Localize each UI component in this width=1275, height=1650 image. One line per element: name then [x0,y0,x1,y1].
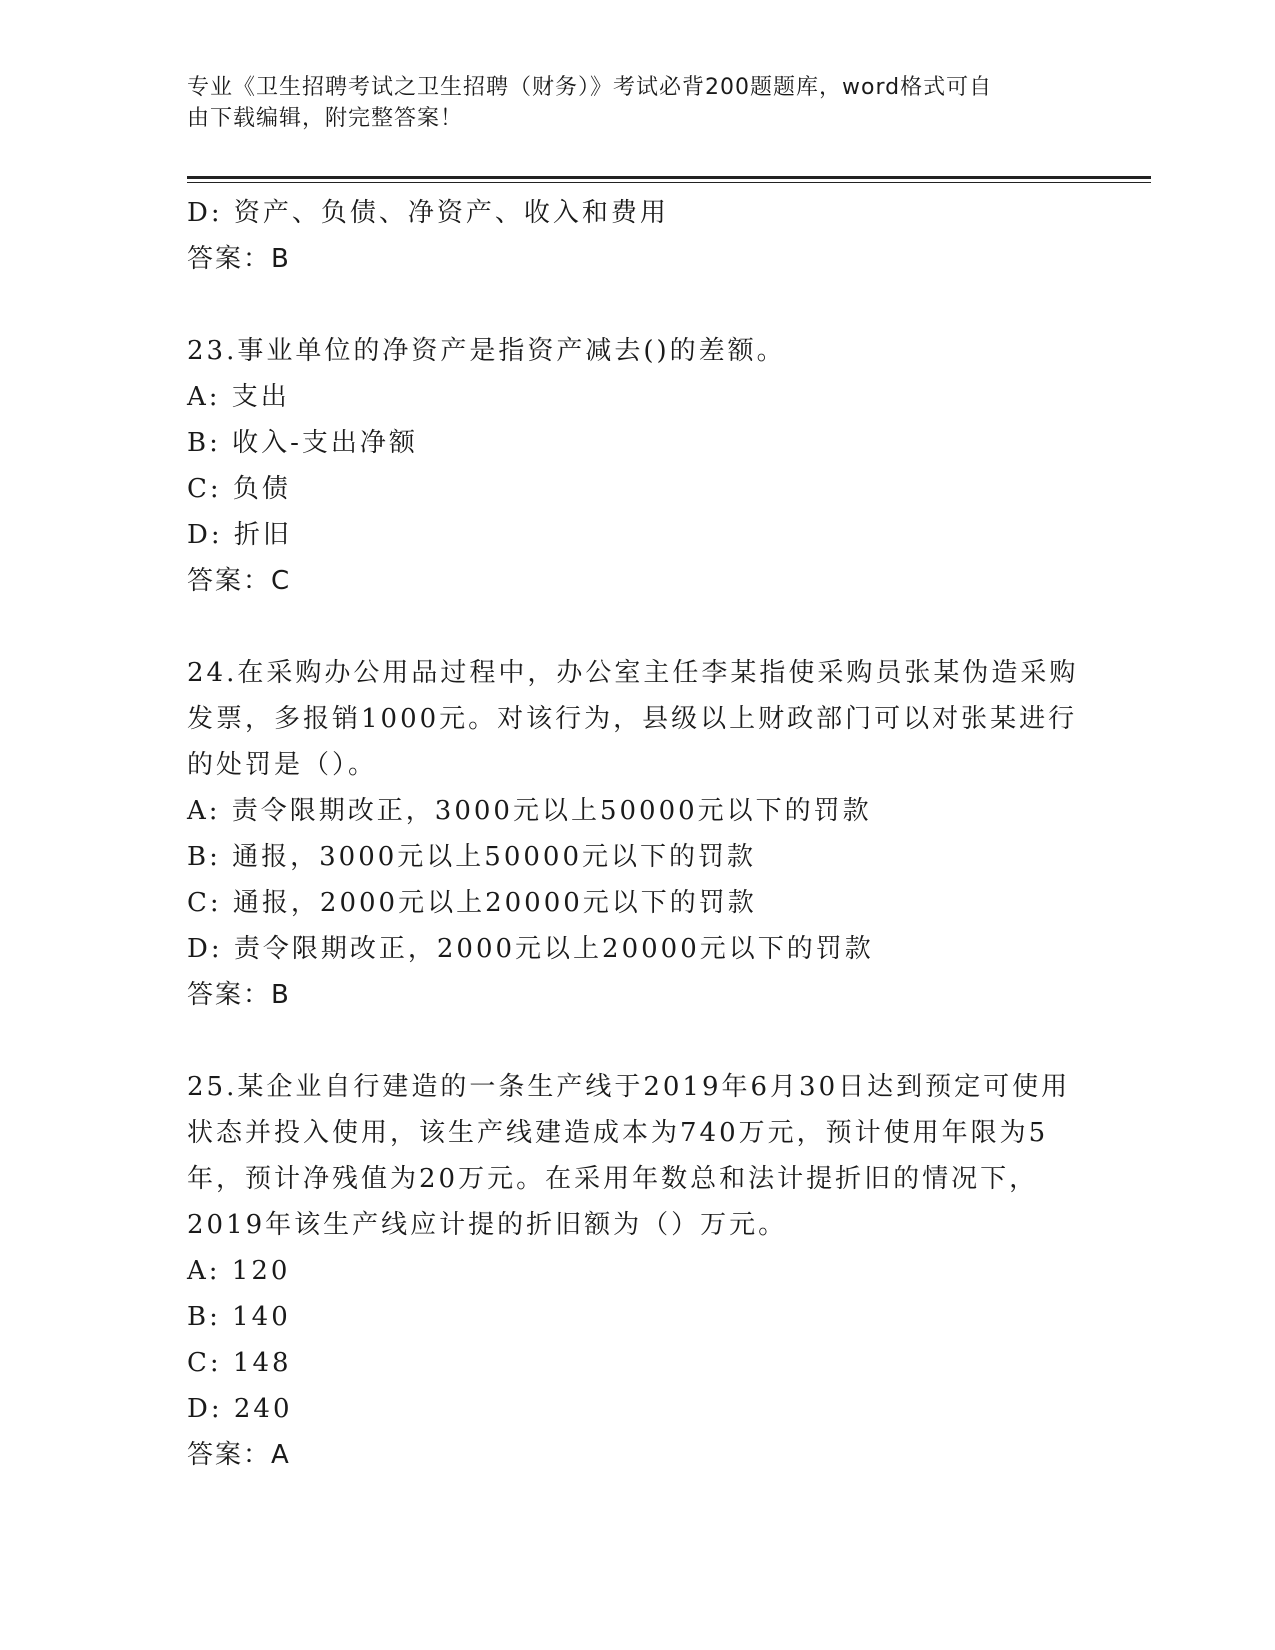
q25-answer: 答案：A [187,1440,291,1470]
document-header [187,72,1067,134]
question-spacer [187,282,1087,328]
q24-stem-line-3: 的处罚是（）。 [187,750,378,780]
header-title-line-1: 专业《卫生招聘考试之卫生招聘（财务）》考试必背200题题库，word格式可自 [187,75,993,100]
q24-option-b: B: 通报，3000元以上50000元以下的罚款 [187,842,757,872]
q24-option-d: D: 责令限期改正，2000元以上20000元以下的罚款 [187,934,874,964]
q23-option-b: B: 收入-支出净额 [187,428,418,458]
q23-option-c: C: 负债 [187,474,291,504]
q25-stem-line-2: 状态并投入使用，该生产线建造成本为740万元，预计使用年限为5 [187,1118,1049,1148]
prev-question-option-d: D: 资产、负债、净资产、收入和费用 [187,198,669,228]
q25-option-c: C: 148 [187,1348,292,1378]
q23-stem: 23.事业单位的净资产是指资产减去()的差额。 [187,336,786,366]
prev-question-answer: 答案：B [187,244,291,274]
q24-stem-line-2: 发票，多报销1000元。对该行为，县级以上财政部门可以对张某进行 [187,704,1078,734]
question-spacer [187,604,1087,650]
q24-stem-line-1: 24.在采购办公用品过程中，办公室主任李某指使采购员张某伪造采购 [187,658,1079,688]
header-divider-thick [187,176,1151,179]
q24-option-c: C: 通报，2000元以上20000元以下的罚款 [187,888,757,918]
q25-stem-line-1: 25.某企业自行建造的一条生产线于2019年6月30日达到预定可使用 [187,1072,1071,1102]
q24-option-a: A: 责令限期改正，3000元以上50000元以下的罚款 [187,796,872,826]
q23-answer: 答案：C [187,566,292,596]
q25-stem-line-4: 2019年该生产线应计提的折旧额为（）万元。 [187,1210,788,1240]
q25-option-b: B: 140 [187,1302,291,1332]
question-list [187,190,1087,1478]
header-divider-thin [187,182,1151,183]
question-spacer [187,1018,1087,1064]
q23-option-d: D: 折旧 [187,520,292,550]
header-title-line-2: 由下载编辑，附完整答案！ [187,106,464,131]
q24-answer: 答案：B [187,980,291,1010]
q25-stem-line-3: 年，预计净残值为20万元。在采用年数总和法计提折旧的情况下， [187,1164,1039,1194]
q25-option-d: D: 240 [187,1394,293,1424]
q23-option-a: A: 支出 [187,382,290,412]
q25-option-a: A: 120 [187,1256,291,1286]
